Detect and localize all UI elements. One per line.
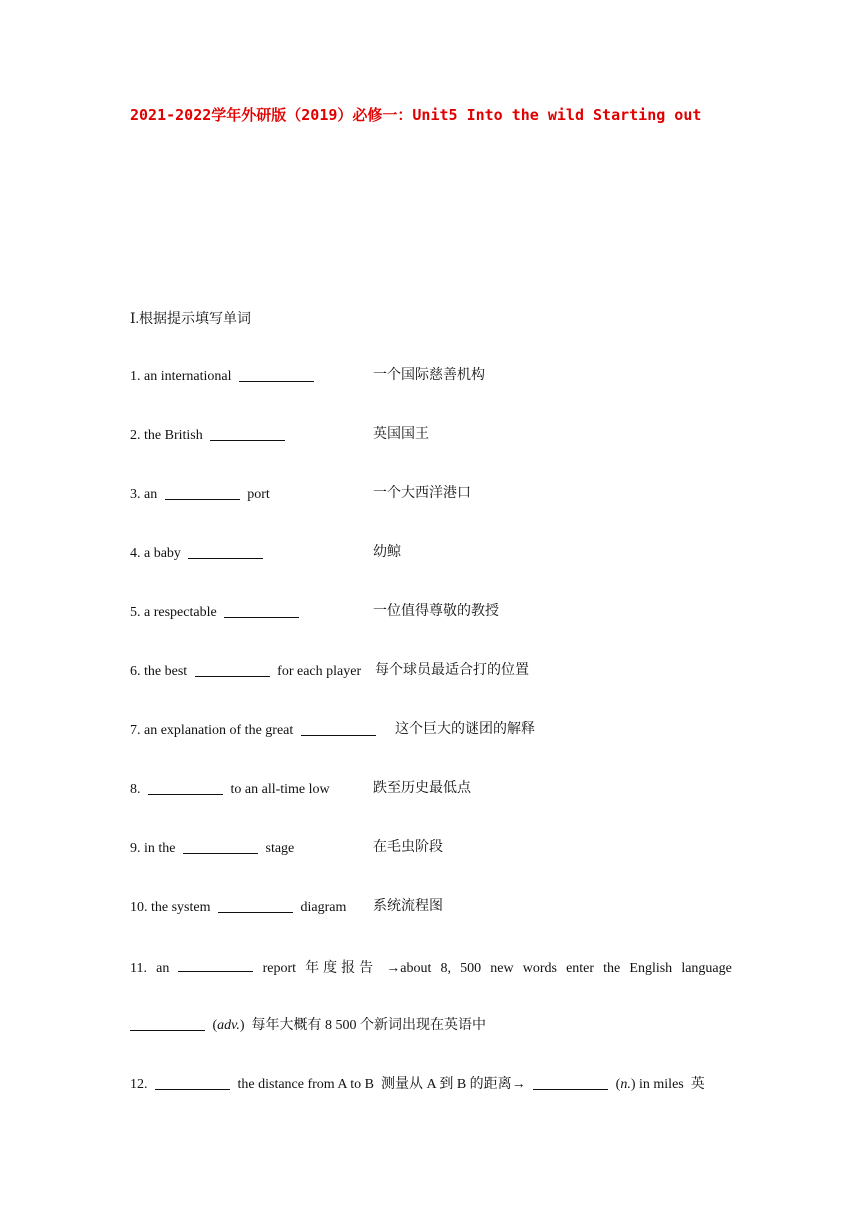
- item-text: enter: [566, 961, 595, 976]
- exercise-item-11-continued: [130, 1016, 486, 1035]
- paren-close: ): [239, 1018, 245, 1033]
- part-of-speech: adv.: [217, 1018, 240, 1033]
- answer-blank[interactable]: [224, 603, 299, 618]
- paren-open: (: [212, 1018, 218, 1033]
- item-translation: 跌至历史最低点: [373, 781, 471, 796]
- section-heading: Ⅰ.根据提示填写单词: [130, 312, 252, 327]
- item-text: 3. an: [130, 487, 158, 502]
- item-translation: 测量从 A 到 B 的距离→: [380, 1077, 526, 1092]
- part-of-speech: n.: [620, 1077, 631, 1092]
- exercise-item-5: [130, 603, 303, 622]
- item-text: 2. the British: [130, 428, 203, 443]
- item-text-after: for each player: [277, 664, 362, 679]
- exercise-item-4: [130, 544, 267, 563]
- answer-blank[interactable]: [155, 1075, 230, 1090]
- answer-blank[interactable]: [165, 485, 240, 500]
- item-text: English: [629, 961, 673, 976]
- item-text: 500: [460, 961, 482, 976]
- item-translation: 系统流程图: [373, 899, 443, 914]
- item-translation: 一个国际慈善机构: [373, 368, 485, 383]
- exercise-item-2: [130, 426, 289, 445]
- item-text: the distance from A to B: [237, 1077, 374, 1092]
- item-text: new: [490, 961, 514, 976]
- item-text: 9. in the: [130, 841, 176, 856]
- paren-close: ): [630, 1077, 636, 1092]
- item-text: 5. a respectable: [130, 605, 217, 620]
- answer-blank[interactable]: [210, 426, 285, 441]
- answer-blank[interactable]: [183, 839, 258, 854]
- item-translation: 英: [690, 1077, 705, 1092]
- item-translation: 这个巨大的谜团的解释: [395, 722, 535, 737]
- answer-blank[interactable]: [178, 957, 253, 972]
- exercise-item-12: [130, 1075, 705, 1094]
- item-text: report: [262, 961, 297, 976]
- item-translation: 英国国王: [373, 427, 429, 442]
- exercise-item-8: [130, 780, 330, 799]
- answer-blank[interactable]: [239, 367, 314, 382]
- item-text: language: [681, 961, 732, 976]
- item-text-after: stage: [265, 841, 295, 856]
- item-text: in miles: [639, 1077, 684, 1092]
- page-title: 2021-2022学年外研版（2019）必修一：Unit5 Into the wild Starting out: [130, 106, 702, 124]
- answer-blank[interactable]: [195, 662, 270, 677]
- item-translation: 幼鲸: [373, 545, 401, 560]
- item-text: an: [156, 961, 170, 976]
- item-text-after: port: [247, 487, 270, 502]
- item-text: 6. the best: [130, 664, 188, 679]
- exercise-item-1: [130, 367, 318, 386]
- answer-blank[interactable]: [301, 721, 376, 736]
- exercise-item-11: [130, 957, 732, 978]
- exercise-item-9: [130, 839, 294, 858]
- item-text: 10. the system: [130, 900, 211, 915]
- answer-blank[interactable]: [130, 1016, 205, 1031]
- item-text: 4. a baby: [130, 546, 181, 561]
- item-translation: 一位值得尊敬的教授: [373, 604, 499, 619]
- item-number: 12.: [130, 1077, 148, 1092]
- item-text-after: to an all-time low: [230, 782, 330, 797]
- item-text: →about: [386, 961, 432, 976]
- exercise-item-3: [130, 485, 270, 504]
- answer-blank[interactable]: [188, 544, 263, 559]
- exercise-item-7: [130, 721, 380, 740]
- item-translation: 一个大西洋港口: [373, 486, 471, 501]
- answer-blank[interactable]: [218, 898, 293, 913]
- item-translation: 每年大概有 8 500 个新词出现在英语中: [251, 1018, 487, 1033]
- item-number: 11.: [130, 961, 147, 976]
- item-translation: 年度报告: [305, 961, 378, 976]
- item-text: words: [522, 961, 557, 976]
- answer-blank[interactable]: [148, 780, 223, 795]
- paren-open: (: [615, 1077, 621, 1092]
- item-translation: 每个球员最适合打的位置: [375, 663, 529, 678]
- item-text: the: [603, 961, 621, 976]
- answer-blank[interactable]: [533, 1075, 608, 1090]
- item-translation: 在毛虫阶段: [373, 840, 443, 855]
- item-text: 8.: [130, 782, 141, 797]
- item-text: 7. an explanation of the great: [130, 723, 294, 738]
- item-text-after: diagram: [300, 900, 347, 915]
- item-text: 1. an international: [130, 369, 232, 384]
- exercise-item-10: [130, 898, 346, 917]
- exercise-item-6: [130, 662, 361, 681]
- item-text: 8,: [440, 961, 451, 976]
